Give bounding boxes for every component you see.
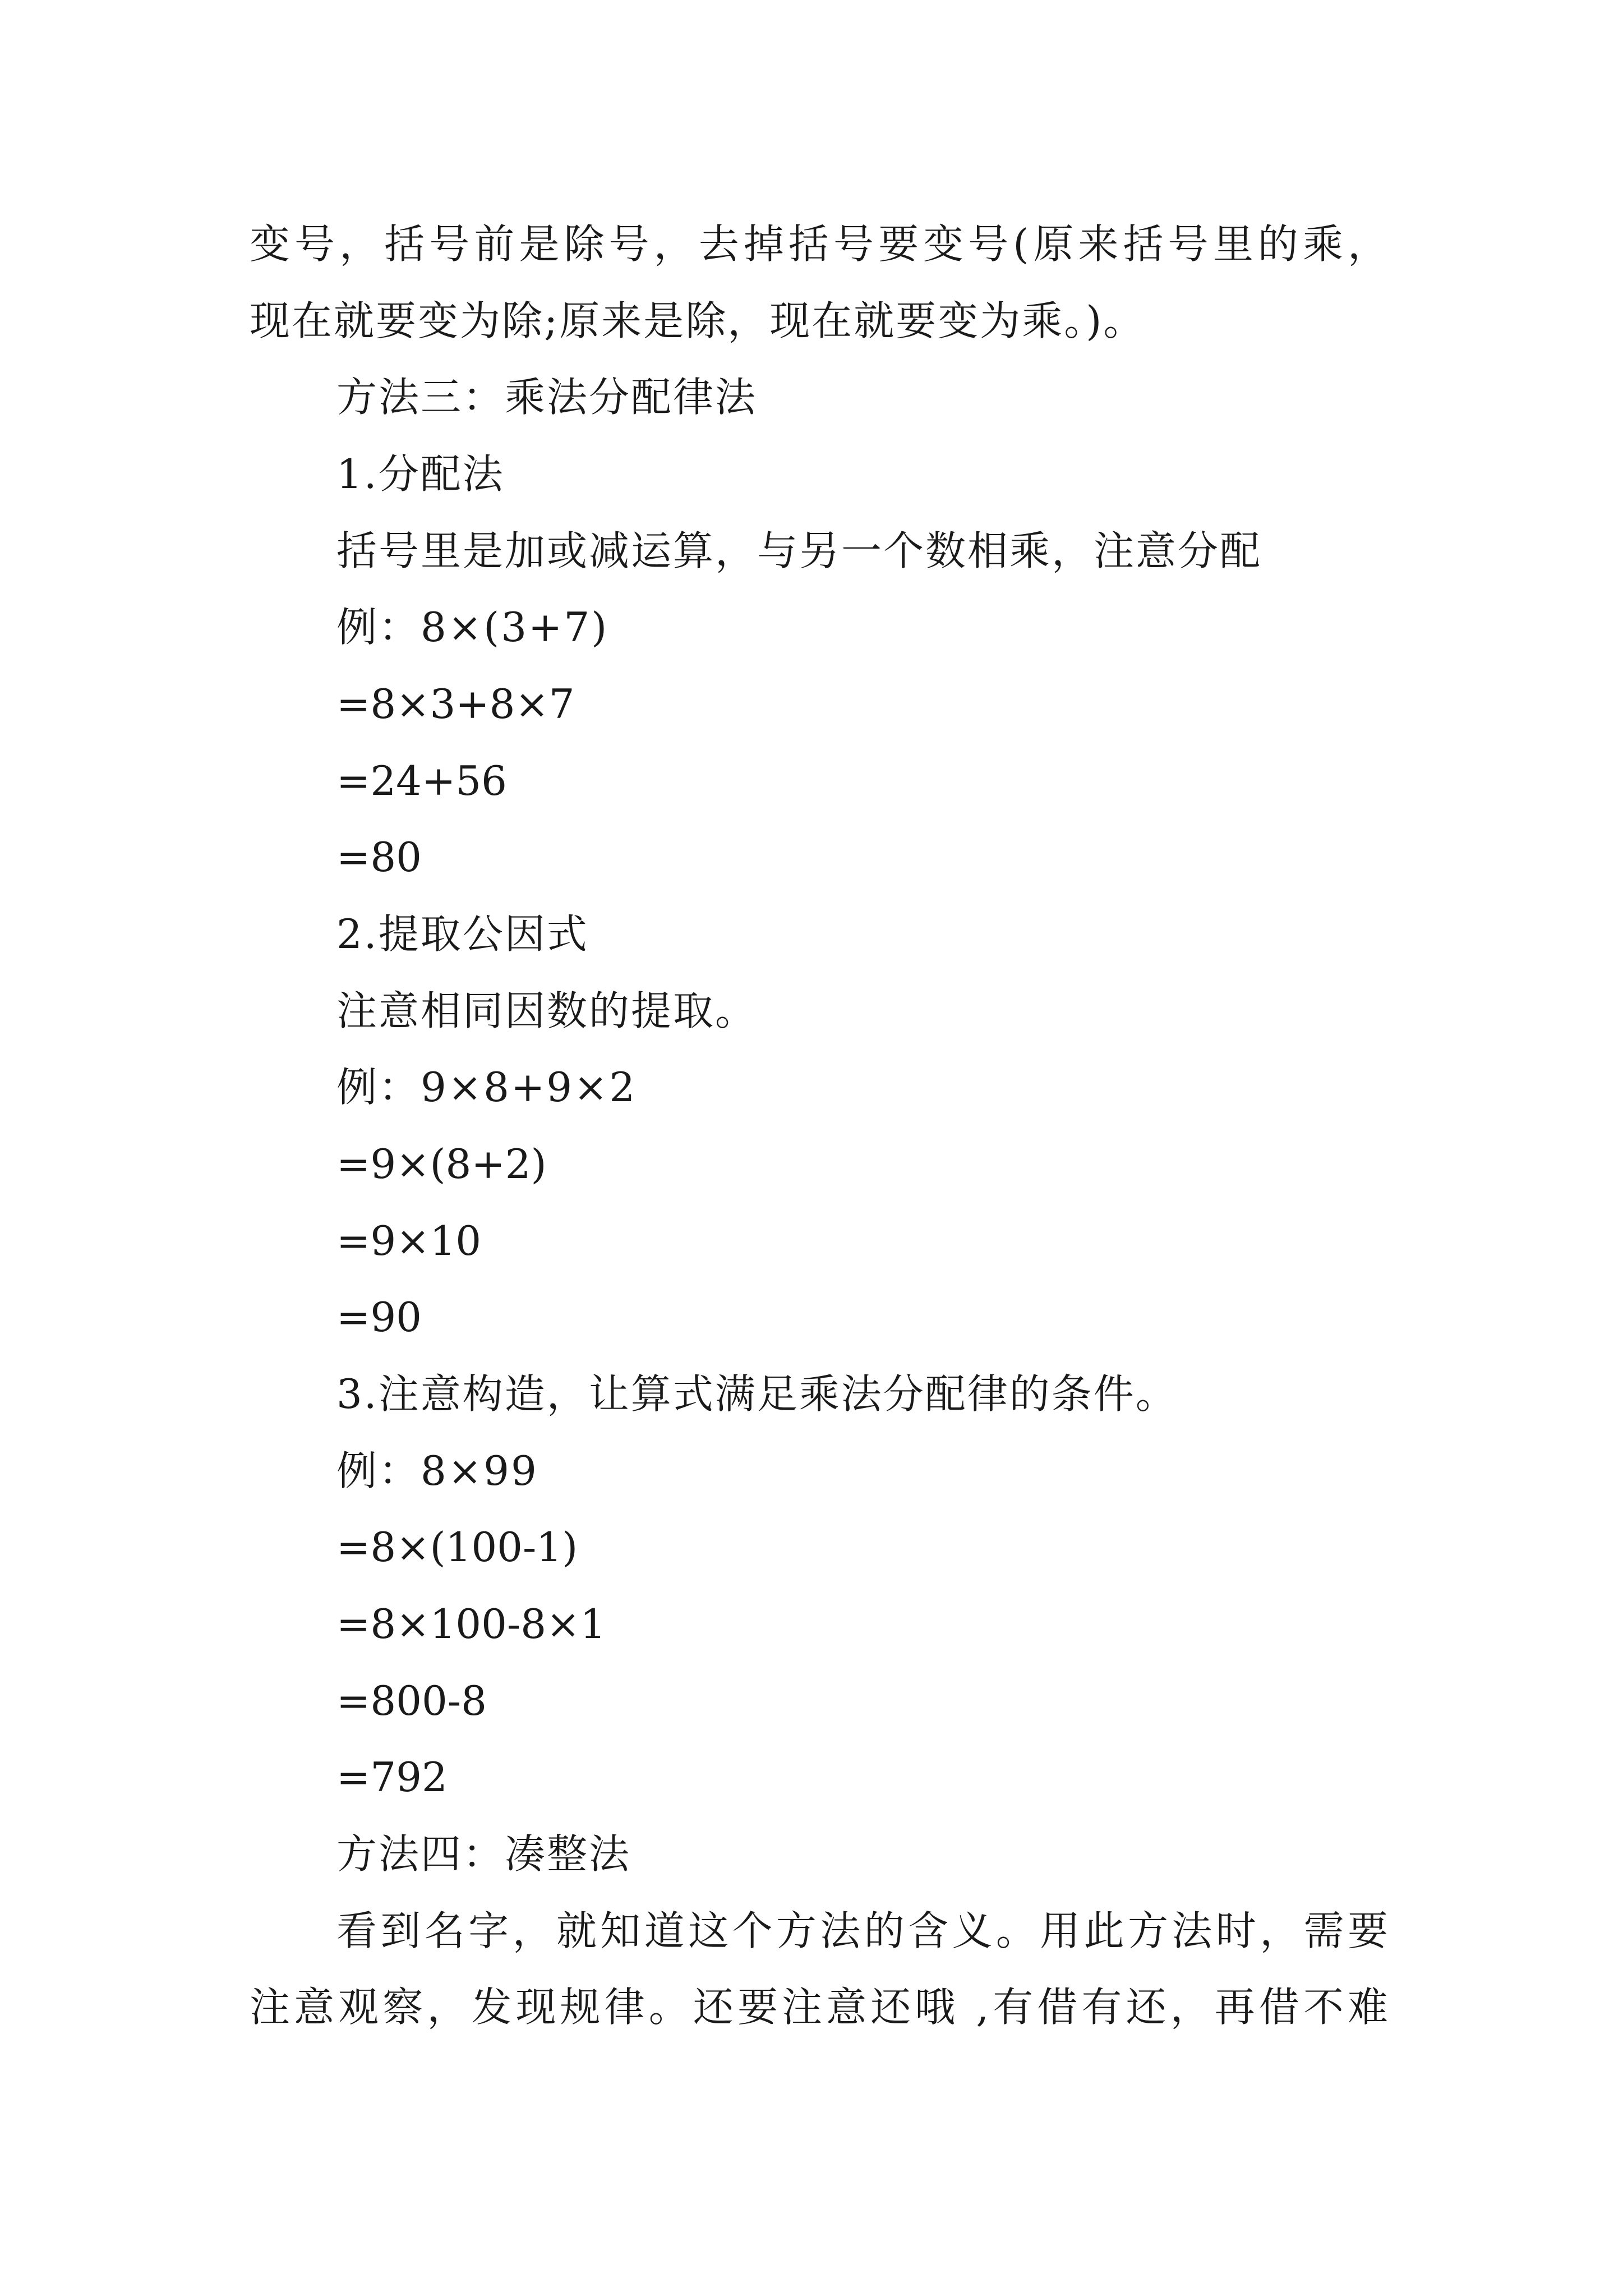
example-line: =8×3+8×7: [336, 680, 575, 728]
paragraph-line: 变号，括号前是除号，去掉括号要变号(原来括号里的乘，: [250, 220, 1388, 268]
example-line: =80: [336, 834, 422, 881]
paragraph-line: 注意观察，发现规律。还要注意还哦 ,有借有还，再借不难: [250, 1984, 1388, 2031]
paragraph-line: 现在就要变为除;原来是除，现在就要变为乘。)。: [250, 297, 1146, 344]
sub3-title: 3.注意构造，让算式满足乘法分配律的条件。: [336, 1370, 1178, 1418]
sub2-description: 注意相同因数的提取。: [336, 987, 758, 1034]
method4-heading: 方法四：凑整法: [336, 1830, 631, 1878]
method3-heading: 方法三：乘法分配律法: [336, 374, 758, 421]
example-line: =792: [336, 1754, 448, 1801]
example-line: 例：8×99: [336, 1447, 538, 1494]
example-line: =8×(100-1): [336, 1524, 578, 1571]
sub1-description: 括号里是加或减运算，与另一个数相乘，注意分配: [336, 527, 1262, 574]
example-line: =9×10: [336, 1217, 482, 1264]
example-line: =24+56: [336, 757, 507, 804]
sub2-title: 2.提取公因式: [336, 910, 589, 958]
sub1-title: 1.分配法: [336, 450, 505, 498]
example-line: =800-8: [336, 1677, 487, 1724]
example-line: =90: [336, 1294, 422, 1341]
paragraph-line: 看到名字，就知道这个方法的含义。用此方法时，需要: [336, 1907, 1388, 1954]
example-line: 例：9×8+9×2: [336, 1064, 637, 1111]
example-line: =9×(8+2): [336, 1140, 547, 1188]
example-line: 例：8×(3+7): [336, 604, 609, 651]
example-line: =8×100-8×1: [336, 1600, 606, 1648]
